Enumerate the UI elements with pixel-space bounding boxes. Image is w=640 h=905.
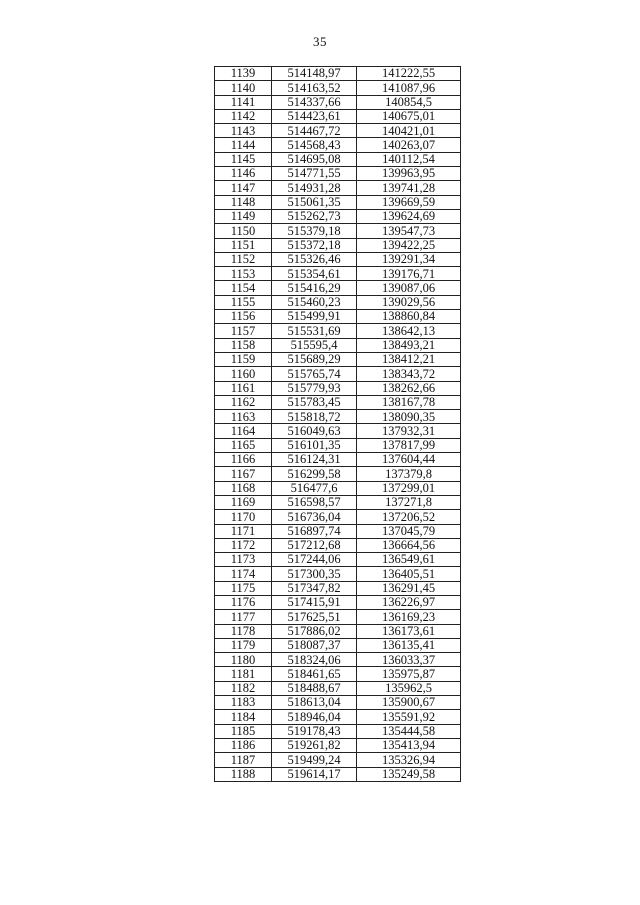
- point-number-cell: 1154: [215, 281, 272, 295]
- x-coordinate-cell: 517347,82: [272, 581, 357, 595]
- x-coordinate-cell: 517415,91: [272, 595, 357, 609]
- x-coordinate-cell: 519261,82: [272, 738, 357, 752]
- point-number-cell: 1175: [215, 581, 272, 595]
- y-coordinate-cell: 136033,37: [357, 653, 461, 667]
- x-coordinate-cell: 516124,31: [272, 453, 357, 467]
- y-coordinate-cell: 139963,95: [357, 167, 461, 181]
- point-number-cell: 1180: [215, 653, 272, 667]
- y-coordinate-cell: 139422,25: [357, 238, 461, 252]
- point-number-cell: 1148: [215, 195, 272, 209]
- point-number-cell: 1179: [215, 638, 272, 652]
- x-coordinate-cell: 519178,43: [272, 724, 357, 738]
- point-number-cell: 1173: [215, 553, 272, 567]
- y-coordinate-cell: 137817,99: [357, 438, 461, 452]
- x-coordinate-cell: 516897,74: [272, 524, 357, 538]
- y-coordinate-cell: 135326,94: [357, 753, 461, 767]
- y-coordinate-cell: 139669,59: [357, 195, 461, 209]
- table-row: [215, 295, 461, 309]
- point-number-cell: 1171: [215, 524, 272, 538]
- table-row: [215, 181, 461, 195]
- point-number-cell: 1139: [215, 67, 272, 81]
- y-coordinate-cell: 138412,21: [357, 352, 461, 366]
- point-number-cell: 1168: [215, 481, 272, 495]
- table-row: [215, 524, 461, 538]
- table-row: [215, 395, 461, 409]
- y-coordinate-cell: 138860,84: [357, 310, 461, 324]
- point-number-cell: 1184: [215, 710, 272, 724]
- point-number-cell: 1169: [215, 495, 272, 509]
- y-coordinate-cell: 136664,56: [357, 538, 461, 552]
- point-number-cell: 1182: [215, 681, 272, 695]
- y-coordinate-cell: 136226,97: [357, 595, 461, 609]
- point-number-cell: 1167: [215, 467, 272, 481]
- point-number-cell: 1152: [215, 252, 272, 266]
- point-number-cell: 1143: [215, 124, 272, 138]
- y-coordinate-cell: 139547,73: [357, 224, 461, 238]
- table-row: [215, 767, 461, 781]
- point-number-cell: 1165: [215, 438, 272, 452]
- table-row: [215, 453, 461, 467]
- y-coordinate-cell: 135444,58: [357, 724, 461, 738]
- table-row: [215, 152, 461, 166]
- point-number-cell: 1146: [215, 167, 272, 181]
- x-coordinate-cell: 515262,73: [272, 209, 357, 223]
- point-number-cell: 1176: [215, 595, 272, 609]
- x-coordinate-cell: 515326,46: [272, 252, 357, 266]
- table-row: [215, 696, 461, 710]
- point-number-cell: 1170: [215, 510, 272, 524]
- y-coordinate-cell: 135975,87: [357, 667, 461, 681]
- table-row: [215, 352, 461, 366]
- x-coordinate-cell: 515499,91: [272, 310, 357, 324]
- y-coordinate-cell: 139291,34: [357, 252, 461, 266]
- y-coordinate-cell: 136135,41: [357, 638, 461, 652]
- y-coordinate-cell: 138090,35: [357, 410, 461, 424]
- y-coordinate-cell: 135591,92: [357, 710, 461, 724]
- point-number-cell: 1177: [215, 610, 272, 624]
- y-coordinate-cell: 140675,01: [357, 109, 461, 123]
- x-coordinate-cell: 517300,35: [272, 567, 357, 581]
- point-number-cell: 1162: [215, 395, 272, 409]
- y-coordinate-cell: 139176,71: [357, 267, 461, 281]
- y-coordinate-cell: 138262,66: [357, 381, 461, 395]
- x-coordinate-cell: 519614,17: [272, 767, 357, 781]
- x-coordinate-cell: 519499,24: [272, 753, 357, 767]
- point-number-cell: 1157: [215, 324, 272, 338]
- y-coordinate-cell: 139087,06: [357, 281, 461, 295]
- point-number-cell: 1188: [215, 767, 272, 781]
- table-row: [215, 267, 461, 281]
- x-coordinate-cell: 514695,08: [272, 152, 357, 166]
- table-row: [215, 209, 461, 223]
- x-coordinate-cell: 518613,04: [272, 696, 357, 710]
- table-row: [215, 653, 461, 667]
- table-row: [215, 109, 461, 123]
- y-coordinate-cell: 137604,44: [357, 453, 461, 467]
- table-row: [215, 138, 461, 152]
- x-coordinate-cell: 514568,43: [272, 138, 357, 152]
- point-number-cell: 1153: [215, 267, 272, 281]
- table-row: [215, 252, 461, 266]
- x-coordinate-cell: 516049,63: [272, 424, 357, 438]
- point-number-cell: 1150: [215, 224, 272, 238]
- y-coordinate-cell: 136173,61: [357, 624, 461, 638]
- table-row: [215, 638, 461, 652]
- y-coordinate-cell: 135962,5: [357, 681, 461, 695]
- table-row: [215, 738, 461, 752]
- y-coordinate-cell: 141087,96: [357, 81, 461, 95]
- y-coordinate-cell: 139624,69: [357, 209, 461, 223]
- x-coordinate-cell: 515818,72: [272, 410, 357, 424]
- point-number-cell: 1161: [215, 381, 272, 395]
- table-row: [215, 310, 461, 324]
- y-coordinate-cell: 138343,72: [357, 367, 461, 381]
- point-number-cell: 1158: [215, 338, 272, 352]
- y-coordinate-cell: 138642,13: [357, 324, 461, 338]
- y-coordinate-cell: 135900,67: [357, 696, 461, 710]
- x-coordinate-cell: 516477,6: [272, 481, 357, 495]
- table-row: [215, 495, 461, 509]
- coordinates-table-body: [215, 67, 461, 782]
- x-coordinate-cell: 516736,04: [272, 510, 357, 524]
- table-row: [215, 581, 461, 595]
- point-number-cell: 1155: [215, 295, 272, 309]
- y-coordinate-cell: 135413,94: [357, 738, 461, 752]
- table-row: [215, 681, 461, 695]
- page-number: 35: [313, 34, 327, 49]
- y-coordinate-cell: 135249,58: [357, 767, 461, 781]
- table-row: [215, 338, 461, 352]
- y-coordinate-cell: 140854,5: [357, 95, 461, 109]
- x-coordinate-cell: 515372,18: [272, 238, 357, 252]
- y-coordinate-cell: 138167,78: [357, 395, 461, 409]
- x-coordinate-cell: 514148,97: [272, 67, 357, 81]
- point-number-cell: 1147: [215, 181, 272, 195]
- point-number-cell: 1159: [215, 352, 272, 366]
- point-number-cell: 1174: [215, 567, 272, 581]
- table-row: [215, 81, 461, 95]
- x-coordinate-cell: 518087,37: [272, 638, 357, 652]
- y-coordinate-cell: 137932,31: [357, 424, 461, 438]
- table-row: [215, 438, 461, 452]
- x-coordinate-cell: 515595,4: [272, 338, 357, 352]
- table-row: [215, 595, 461, 609]
- table-row: [215, 167, 461, 181]
- y-coordinate-cell: 137271,8: [357, 495, 461, 509]
- x-coordinate-cell: 515354,61: [272, 267, 357, 281]
- table-row: [215, 367, 461, 381]
- y-coordinate-cell: 141222,55: [357, 67, 461, 81]
- y-coordinate-cell: 138493,21: [357, 338, 461, 352]
- table-row: [215, 667, 461, 681]
- y-coordinate-cell: 137299,01: [357, 481, 461, 495]
- point-number-cell: 1187: [215, 753, 272, 767]
- table-row: [215, 481, 461, 495]
- table-row: [215, 624, 461, 638]
- table-row: [215, 67, 461, 81]
- point-number-cell: 1141: [215, 95, 272, 109]
- point-number-cell: 1156: [215, 310, 272, 324]
- x-coordinate-cell: 515460,23: [272, 295, 357, 309]
- table-row: [215, 95, 461, 109]
- x-coordinate-cell: 515779,93: [272, 381, 357, 395]
- table-row: [215, 324, 461, 338]
- table-row: [215, 424, 461, 438]
- table-row: [215, 224, 461, 238]
- y-coordinate-cell: 137045,79: [357, 524, 461, 538]
- table-row: [215, 467, 461, 481]
- y-coordinate-cell: 136549,61: [357, 553, 461, 567]
- table-row: [215, 124, 461, 138]
- point-number-cell: 1178: [215, 624, 272, 638]
- point-number-cell: 1163: [215, 410, 272, 424]
- x-coordinate-cell: 518324,06: [272, 653, 357, 667]
- table-row: [215, 510, 461, 524]
- point-number-cell: 1183: [215, 696, 272, 710]
- table-row: [215, 195, 461, 209]
- x-coordinate-cell: 518946,04: [272, 710, 357, 724]
- x-coordinate-cell: 518488,67: [272, 681, 357, 695]
- table-row: [215, 410, 461, 424]
- x-coordinate-cell: 515783,45: [272, 395, 357, 409]
- y-coordinate-cell: 140112,54: [357, 152, 461, 166]
- x-coordinate-cell: 517212,68: [272, 538, 357, 552]
- point-number-cell: 1185: [215, 724, 272, 738]
- y-coordinate-cell: 136291,45: [357, 581, 461, 595]
- y-coordinate-cell: 139741,28: [357, 181, 461, 195]
- x-coordinate-cell: 514931,28: [272, 181, 357, 195]
- table-row: [215, 281, 461, 295]
- y-coordinate-cell: 139029,56: [357, 295, 461, 309]
- x-coordinate-cell: 517244,06: [272, 553, 357, 567]
- y-coordinate-cell: 136169,23: [357, 610, 461, 624]
- coordinates-table: [214, 66, 461, 782]
- y-coordinate-cell: 137379,8: [357, 467, 461, 481]
- y-coordinate-cell: 140421,01: [357, 124, 461, 138]
- point-number-cell: 1140: [215, 81, 272, 95]
- point-number-cell: 1151: [215, 238, 272, 252]
- x-coordinate-cell: 518461,65: [272, 667, 357, 681]
- x-coordinate-cell: 516299,58: [272, 467, 357, 481]
- point-number-cell: 1186: [215, 738, 272, 752]
- point-number-cell: 1145: [215, 152, 272, 166]
- x-coordinate-cell: 517886,02: [272, 624, 357, 638]
- table-row: [215, 724, 461, 738]
- point-number-cell: 1172: [215, 538, 272, 552]
- point-number-cell: 1160: [215, 367, 272, 381]
- x-coordinate-cell: 514423,61: [272, 109, 357, 123]
- x-coordinate-cell: 515765,74: [272, 367, 357, 381]
- x-coordinate-cell: 517625,51: [272, 610, 357, 624]
- table-row: [215, 610, 461, 624]
- x-coordinate-cell: 516598,57: [272, 495, 357, 509]
- y-coordinate-cell: 136405,51: [357, 567, 461, 581]
- point-number-cell: 1166: [215, 453, 272, 467]
- table-row: [215, 567, 461, 581]
- point-number-cell: 1149: [215, 209, 272, 223]
- x-coordinate-cell: 515379,18: [272, 224, 357, 238]
- x-coordinate-cell: 515061,35: [272, 195, 357, 209]
- table-row: [215, 238, 461, 252]
- x-coordinate-cell: 514771,55: [272, 167, 357, 181]
- x-coordinate-cell: 514467,72: [272, 124, 357, 138]
- x-coordinate-cell: 515689,29: [272, 352, 357, 366]
- table-row: [215, 553, 461, 567]
- x-coordinate-cell: 515531,69: [272, 324, 357, 338]
- table-row: [215, 538, 461, 552]
- table-row: [215, 381, 461, 395]
- point-number-cell: 1142: [215, 109, 272, 123]
- table-row: [215, 710, 461, 724]
- y-coordinate-cell: 140263,07: [357, 138, 461, 152]
- point-number-cell: 1181: [215, 667, 272, 681]
- point-number-cell: 1144: [215, 138, 272, 152]
- point-number-cell: 1164: [215, 424, 272, 438]
- table-row: [215, 753, 461, 767]
- x-coordinate-cell: 515416,29: [272, 281, 357, 295]
- y-coordinate-cell: 137206,52: [357, 510, 461, 524]
- x-coordinate-cell: 514163,52: [272, 81, 357, 95]
- x-coordinate-cell: 514337,66: [272, 95, 357, 109]
- x-coordinate-cell: 516101,35: [272, 438, 357, 452]
